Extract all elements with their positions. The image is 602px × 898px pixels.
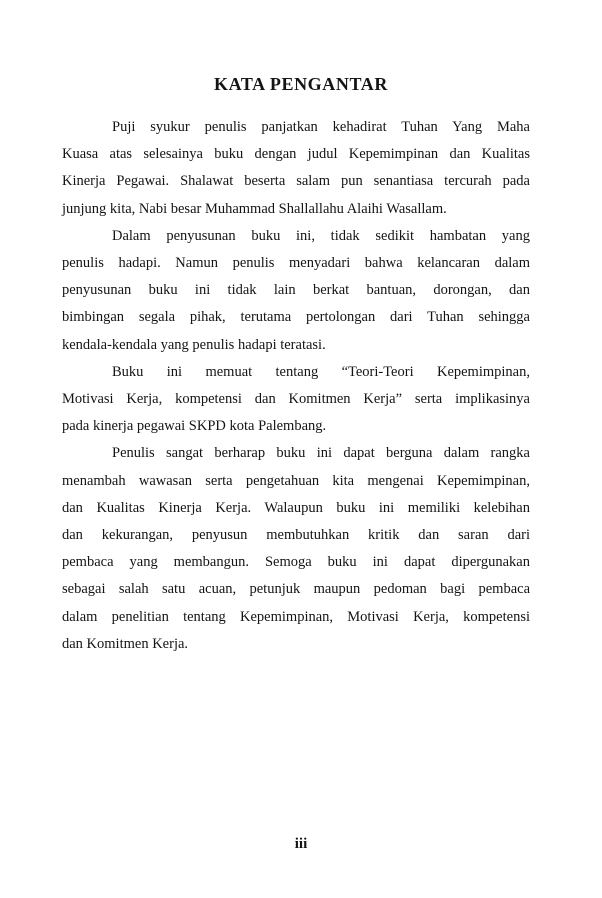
text-line: pada kinerja pegawai SKPD kota Palembang. [62,418,327,435]
text-line: Kuasa atas selesainya buku dengan judul Kepemimpinan dan Kualitas [62,146,530,163]
page-title: KATA PENGANTAR [214,74,388,94]
paragraph-closing [62,440,530,658]
text-line: menambah wawasan serta pengetahuan kita mengenai Kepemimpinan, [62,472,530,489]
text-line: junjung kita, Nabi besar Muhammad Shallallahu Alaihi Wasallam. [62,200,447,217]
text-line: Buku ini memuat tentang “Teori-Teori Kepemimpinan, [112,363,530,380]
text-line: penulis hadapi. Namun penulis menyadari bahwa kelancaran dalam [62,255,530,272]
text-line: Puji syukur penulis panjatkan kehadirat Tuhan Yang Maha [112,119,530,135]
text-line: pembaca yang membangun. Semoga buku ini dapat dipergunakan [62,554,530,571]
text-line: Kinerja Pegawai. Shalawat beserta salam pun senantiasa tercurah pada [62,173,530,190]
text-line: bimbingan segala pihak, terutama pertolongan dari Tuhan sehingga [62,309,530,326]
page-body [62,114,530,658]
paragraph-obstacles [62,223,530,359]
text-line: dalam penelitian tentang Kepemimpinan, Motivasi Kerja, kompetensi [62,608,530,625]
text-line: Penulis sangat berharap buku ini dapat berguna dalam rangka [112,445,530,462]
text-line: Motivasi Kerja, kompetensi dan Komitmen Kerja” serta implikasinya [62,391,530,408]
paragraph-book-contents [62,359,530,441]
text-line: Dalam penyusunan buku ini, tidak sedikit hambatan yang [112,227,530,244]
text-line: kendala-kendala yang penulis hadapi teratasi. [62,336,326,353]
text-line: penyusunan buku ini tidak lain berkat bantuan, dorongan, dan [62,282,530,299]
text-line: dan Kualitas Kinerja Kerja. Walaupun buku ini memiliki kelebihan [62,499,530,516]
paragraph-opening [62,114,530,223]
text-line: dan Komitmen Kerja. [62,635,189,652]
page-number: iii [294,836,308,852]
text-line: dan kekurangan, penyusun membutuhkan kritik dan saran dari [62,527,530,544]
text-line: sebagai salah satu acuan, petunjuk maupun pedoman bagi pembaca [62,581,530,598]
